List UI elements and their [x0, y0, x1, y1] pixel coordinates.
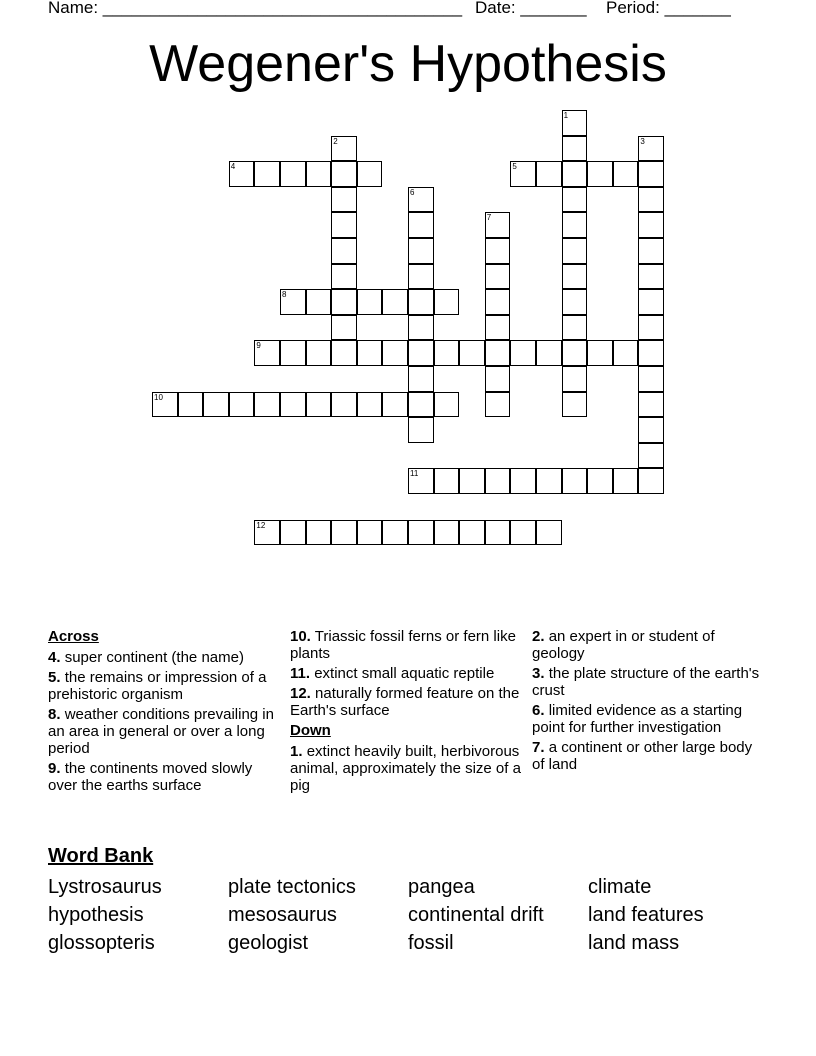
crossword-cell[interactable]	[331, 340, 357, 366]
crossword-cell[interactable]	[638, 340, 664, 366]
crossword-cell[interactable]	[613, 340, 639, 366]
crossword-cell[interactable]	[485, 264, 511, 290]
crossword-cell[interactable]	[638, 417, 664, 443]
crossword-cell[interactable]	[562, 366, 588, 392]
crossword-cell[interactable]	[408, 315, 434, 341]
clue-number: 1	[563, 111, 569, 120]
clue-across-10: 10. Triassic fossil ferns or fern like plants	[290, 628, 516, 662]
crossword-cell[interactable]	[638, 443, 664, 469]
crossword-cell[interactable]	[357, 289, 383, 315]
crossword-cell[interactable]	[357, 392, 383, 418]
clues-column-3	[532, 628, 768, 776]
crossword-cell[interactable]	[306, 289, 332, 315]
crossword-cell[interactable]	[638, 264, 664, 290]
crossword-cell[interactable]	[408, 340, 434, 366]
down-heading: Down	[290, 722, 331, 739]
word-bank-item: Lystrosaurus	[48, 876, 162, 898]
date-field-label: Date: _______	[475, 0, 587, 17]
clues-column-1	[48, 628, 284, 797]
crossword-cell[interactable]	[408, 468, 434, 494]
clue-number: 2	[333, 136, 338, 146]
clue-across-8: 8. weather conditions prevailing in an area in general or over a long period	[48, 706, 274, 757]
crossword-cell[interactable]	[638, 468, 664, 494]
clue-down-1: 1. extinct heavily built, herbivorous animal, approximately the size of a pig	[290, 743, 521, 794]
crossword-cell[interactable]	[459, 520, 485, 546]
word-bank-item: hypothesis	[48, 904, 144, 926]
crossword-cell[interactable]	[152, 392, 178, 418]
crossword-cell[interactable]	[562, 136, 588, 162]
crossword-cell[interactable]	[382, 289, 408, 315]
crossword-cell[interactable]	[562, 340, 588, 366]
crossword-cell[interactable]	[357, 161, 383, 187]
across-heading: Across	[48, 628, 99, 645]
crossword-cell[interactable]	[254, 161, 280, 187]
crossword-cell[interactable]	[254, 520, 280, 546]
word-bank-item: climate	[588, 876, 652, 898]
crossword-cell[interactable]	[485, 238, 511, 264]
word-bank-item: glossopteris	[48, 932, 155, 954]
page-title: Wegener's Hypothesis	[149, 35, 667, 93]
crossword-cell[interactable]	[459, 468, 485, 494]
crossword-cell[interactable]	[562, 315, 588, 341]
crossword-cell[interactable]	[306, 392, 332, 418]
crossword-cell[interactable]	[562, 110, 588, 136]
crossword-cell[interactable]	[331, 238, 357, 264]
clues-column-2	[290, 628, 526, 797]
clue-down-2: 2. an expert in or student of geology	[532, 628, 715, 662]
crossword-cell[interactable]	[587, 161, 613, 187]
crossword-cell[interactable]	[459, 340, 485, 366]
word-bank-item: plate tectonics	[228, 876, 356, 898]
crossword-cell[interactable]	[408, 520, 434, 546]
crossword-cell[interactable]	[306, 340, 332, 366]
crossword-cell[interactable]	[613, 161, 639, 187]
clue-across-9: 9. the continents moved slowly over the earths surface	[48, 760, 253, 794]
clue-number: 7	[486, 213, 492, 223]
crossword-cell[interactable]	[306, 161, 332, 187]
clue-across-4: 4. super continent (the name)	[48, 649, 244, 666]
crossword-cell[interactable]	[280, 392, 306, 418]
crossword-cell[interactable]	[638, 366, 664, 392]
crossword-cell[interactable]	[434, 392, 460, 418]
crossword-cell[interactable]	[408, 187, 434, 213]
crossword-cell[interactable]	[536, 468, 562, 494]
crossword-cell[interactable]	[510, 340, 536, 366]
crossword-cell[interactable]	[638, 136, 664, 162]
crossword-cell[interactable]	[638, 161, 664, 187]
crossword-cell[interactable]	[280, 161, 306, 187]
crossword-cell[interactable]	[331, 136, 357, 162]
crossword-cell[interactable]	[587, 340, 613, 366]
crossword-cell[interactable]	[638, 187, 664, 213]
clue-number: 8	[282, 290, 287, 300]
crossword-cell[interactable]	[357, 520, 383, 546]
word-bank-item: fossil	[408, 932, 454, 954]
clue-number: 6	[410, 187, 415, 197]
crossword-cell[interactable]	[562, 238, 588, 264]
clue-down-3: 3. the plate structure of the earth's crust	[532, 665, 760, 699]
crossword-cell[interactable]	[485, 468, 511, 494]
crossword-cell[interactable]	[485, 340, 511, 366]
crossword-cell[interactable]	[408, 264, 434, 290]
crossword-cell[interactable]	[408, 238, 434, 264]
crossword-cell[interactable]	[485, 520, 511, 546]
word-bank-item: mesosaurus	[228, 904, 337, 926]
crossword-cell[interactable]	[408, 212, 434, 238]
crossword-cell[interactable]	[562, 212, 588, 238]
clue-across-12: 12. naturally formed feature on the Earth's surface	[290, 685, 520, 719]
crossword-cell[interactable]	[638, 315, 664, 341]
crossword-cell[interactable]	[510, 468, 536, 494]
crossword-cell[interactable]	[254, 392, 280, 418]
clue-number: 11	[410, 469, 419, 479]
crossword-cell[interactable]	[408, 289, 434, 315]
clue-number: 9	[256, 341, 261, 351]
clue-number: 4	[230, 162, 236, 172]
crossword-cell[interactable]	[510, 520, 536, 546]
crossword-cell[interactable]	[382, 392, 408, 418]
crossword-cell[interactable]	[485, 315, 511, 341]
crossword-cell[interactable]	[331, 187, 357, 213]
crossword-cell[interactable]	[382, 340, 408, 366]
crossword-cell[interactable]	[562, 468, 588, 494]
crossword-cell[interactable]	[485, 289, 511, 315]
clue-number: 12	[256, 520, 266, 530]
clue-across-11: 11. extinct small aquatic reptile	[290, 665, 495, 682]
crossword-cell[interactable]	[638, 289, 664, 315]
crossword-cell[interactable]	[562, 187, 588, 213]
crossword-cell[interactable]	[536, 161, 562, 187]
crossword-cell[interactable]	[638, 238, 664, 264]
period-field-label: Period: _______	[606, 0, 731, 17]
crossword-cell[interactable]	[178, 392, 204, 418]
crossword-cell[interactable]	[382, 520, 408, 546]
crossword-cell[interactable]	[536, 520, 562, 546]
crossword-cell[interactable]	[331, 315, 357, 341]
crossword-cell[interactable]	[229, 161, 255, 187]
crossword-cell[interactable]	[357, 340, 383, 366]
crossword-cell[interactable]	[331, 392, 357, 418]
crossword-cell[interactable]	[562, 392, 588, 418]
crossword-cell[interactable]	[331, 161, 357, 187]
clue-across-5: 5. the remains or impression of a prehistoric organism	[48, 669, 267, 703]
crossword-cell[interactable]	[485, 366, 511, 392]
crossword-cell[interactable]	[485, 392, 511, 418]
crossword-cell[interactable]	[331, 212, 357, 238]
crossword-cell[interactable]	[434, 520, 460, 546]
crossword-cell[interactable]	[510, 161, 536, 187]
crossword-cell[interactable]	[331, 520, 357, 546]
clue-number: 5	[512, 162, 517, 172]
crossword-cell[interactable]	[485, 212, 511, 238]
word-bank-item: continental drift	[408, 904, 544, 926]
crossword-cell[interactable]	[587, 468, 613, 494]
crossword-cell[interactable]	[254, 340, 280, 366]
crossword-cell[interactable]	[562, 264, 588, 290]
word-bank-item: land mass	[588, 932, 680, 954]
crossword-cell[interactable]	[434, 289, 460, 315]
crossword-cell[interactable]	[408, 417, 434, 443]
crossword-cell[interactable]	[638, 392, 664, 418]
crossword-cell[interactable]	[408, 392, 434, 418]
crossword-cell[interactable]	[229, 392, 255, 418]
word-bank-title: Word Bank	[48, 845, 154, 867]
crossword-cell[interactable]	[331, 264, 357, 290]
word-bank-item: land features	[588, 904, 704, 926]
clue-number: 10	[154, 392, 163, 402]
clue-down-7: 7. a continent or other large body of land	[532, 739, 753, 773]
crossword-cell[interactable]	[638, 212, 664, 238]
crossword-cell[interactable]	[536, 340, 562, 366]
crossword-cell[interactable]	[613, 468, 639, 494]
word-bank-item: pangea	[408, 876, 475, 898]
crossword-cell[interactable]	[331, 289, 357, 315]
crossword-cell[interactable]	[434, 340, 460, 366]
crossword-cell[interactable]	[280, 520, 306, 546]
crossword-cell[interactable]	[280, 340, 306, 366]
name-field-label: Name: ______________________________________	[48, 0, 463, 17]
crossword-cell[interactable]	[434, 468, 460, 494]
crossword-cell[interactable]	[562, 289, 588, 315]
crossword-cell[interactable]	[203, 392, 229, 418]
crossword-cell[interactable]	[306, 520, 332, 546]
word-bank-item: geologist	[228, 932, 309, 954]
clue-number: 3	[640, 136, 645, 146]
crossword-cell[interactable]	[562, 161, 588, 187]
crossword-cell[interactable]	[408, 366, 434, 392]
crossword-cell[interactable]	[280, 289, 306, 315]
clue-down-6: 6. limited evidence as a starting point for further investigation	[532, 702, 743, 736]
